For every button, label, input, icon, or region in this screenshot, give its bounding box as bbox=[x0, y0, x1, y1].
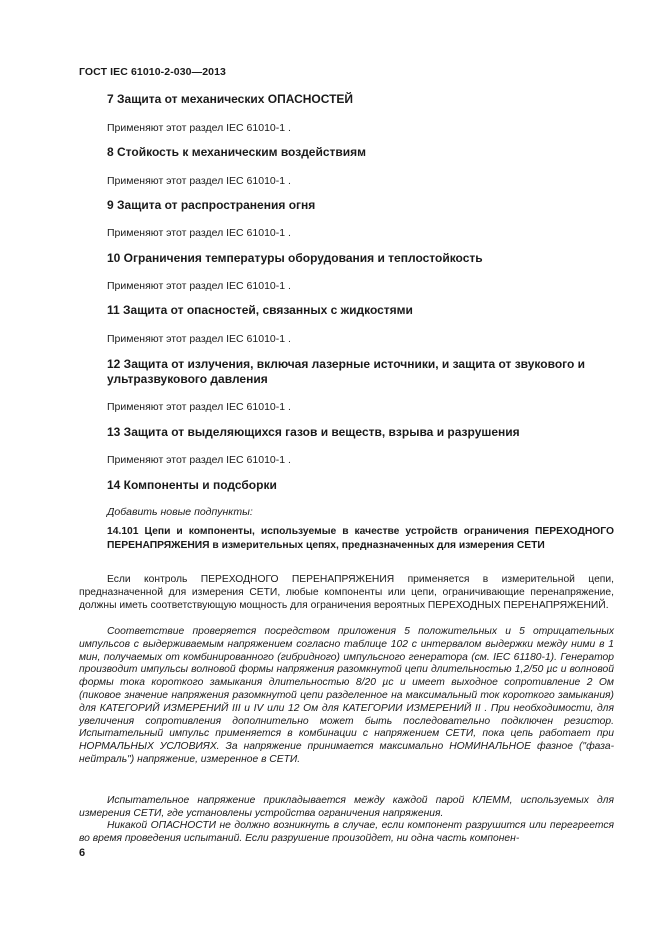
section-heading-11: 11 Защита от опасностей, связанных с жидкостями bbox=[107, 303, 413, 317]
section-applies-12: Применяют этот раздел IEC 61010-1 . bbox=[107, 401, 291, 413]
section-applies-9: Применяют этот раздел IEC 61010-1 . bbox=[107, 227, 291, 239]
section-heading-10: 10 Ограничения температуры оборудования и теплостойкость bbox=[107, 251, 483, 265]
section-heading-7: 7 Защита от механических ОПАСНОСТЕЙ bbox=[107, 92, 354, 106]
section-heading-12: 12 Защита от излучения, включая лазерные источники, и защита от звукового и ультразвукового давления bbox=[107, 357, 586, 386]
page-number: 6 bbox=[79, 847, 86, 859]
section-heading-14: 14 Компоненты и подсборки bbox=[107, 478, 277, 492]
hazard-paragraph: Никакой ОПАСНОСТИ не должно возникнуть в случае, если компонент разрушится или перегреется во время проведения испытаний. Если разрушение произойдет, ни одна часть компонен- bbox=[79, 820, 614, 844]
section-heading-8: 8 Стойкость к механическим воздействиям bbox=[107, 145, 367, 159]
body-paragraph: Если контроль ПЕРЕХОДНОГО ПЕРЕНАПРЯЖЕНИЯ применяется в измерительной цепи, предназначенной для измерения СЕТИ, любые компоненты или цепи, ограничивающие перенапряжение, должны иметь соответствующую мощность для ограничения вероятных ПЕРЕХОДНЫХ ПЕРЕНАПРЯЖЕНИЙ. bbox=[79, 574, 614, 611]
compliance-paragraph: Соответствие проверяется посредством приложения 5 положительных и 5 отрицательных импульсов с выдерживаемым напряжением согласно таблице 102 с интервалом выдержки между ними в 1 мин, получаемых от комбинированного (гибридного) импульсного генератора (см. IEC 61180-1). Генератор производит импульсы волновой формы напряжения разомкнутой цепи длительностью 1,2/50 µс и волновой формы тока короткого замыкания длительностью 8/20 µс и имеет выходное сопротивление 2 Ом (пиковое значение напряжения разомкнутой цепи разделенное на максимальный ток короткого замыкания) для КАТЕГОРИЙ ИЗМЕРЕНИЙ III и IV или 12 Ом для КАТЕГОРИИ ИЗМЕРЕНИЙ II . При необходимости, для увеличения сопротивления дополнительно может быть последовательно подключен резистор. Испытательный импульс применяется в комбинации с напряжением СЕТИ, пока цепь работает при НОРМАЛЬНЫХ УСЛОВИЯХ. За напряжение принимается максимально НОМИНАЛЬНОЕ фазное ("фаза-нейтраль") напряжение, измеренное в СЕТИ. bbox=[79, 626, 614, 765]
section-applies-13: Применяют этот раздел IEC 61010-1 . bbox=[107, 454, 291, 466]
section-heading-9: 9 Защита от распространения огня bbox=[107, 198, 316, 212]
amendment-note: Добавить новые подпункты: bbox=[107, 506, 253, 518]
section-applies-10: Применяют этот раздел IEC 61010-1 . bbox=[107, 280, 291, 292]
section-heading-13: 13 Защита от выделяющихся газов и веществ, взрыва и разрушения bbox=[107, 425, 520, 439]
document-header: ГОСТ IEC 61010-2-030—2013 bbox=[79, 66, 226, 78]
subclause-heading: 14.101 Цепи и компоненты, используемые в качестве устройств ограничения ПЕРЕХОДНОГО ПЕРЕНАПРЯЖЕНИЯ в измерительных цепях, предназначенных для измерения СЕТИ bbox=[107, 526, 614, 551]
test-voltage-paragraph: Испытательное напряжение прикладывается между каждой парой КЛЕММ, используемых для измерения СЕТИ, где установлены устройства ограничения напряжения. bbox=[79, 795, 614, 819]
section-applies-7: Применяют этот раздел IEC 61010-1 . bbox=[107, 122, 291, 134]
section-applies-8: Применяют этот раздел IEC 61010-1 . bbox=[107, 175, 291, 187]
section-applies-11: Применяют этот раздел IEC 61010-1 . bbox=[107, 333, 291, 345]
